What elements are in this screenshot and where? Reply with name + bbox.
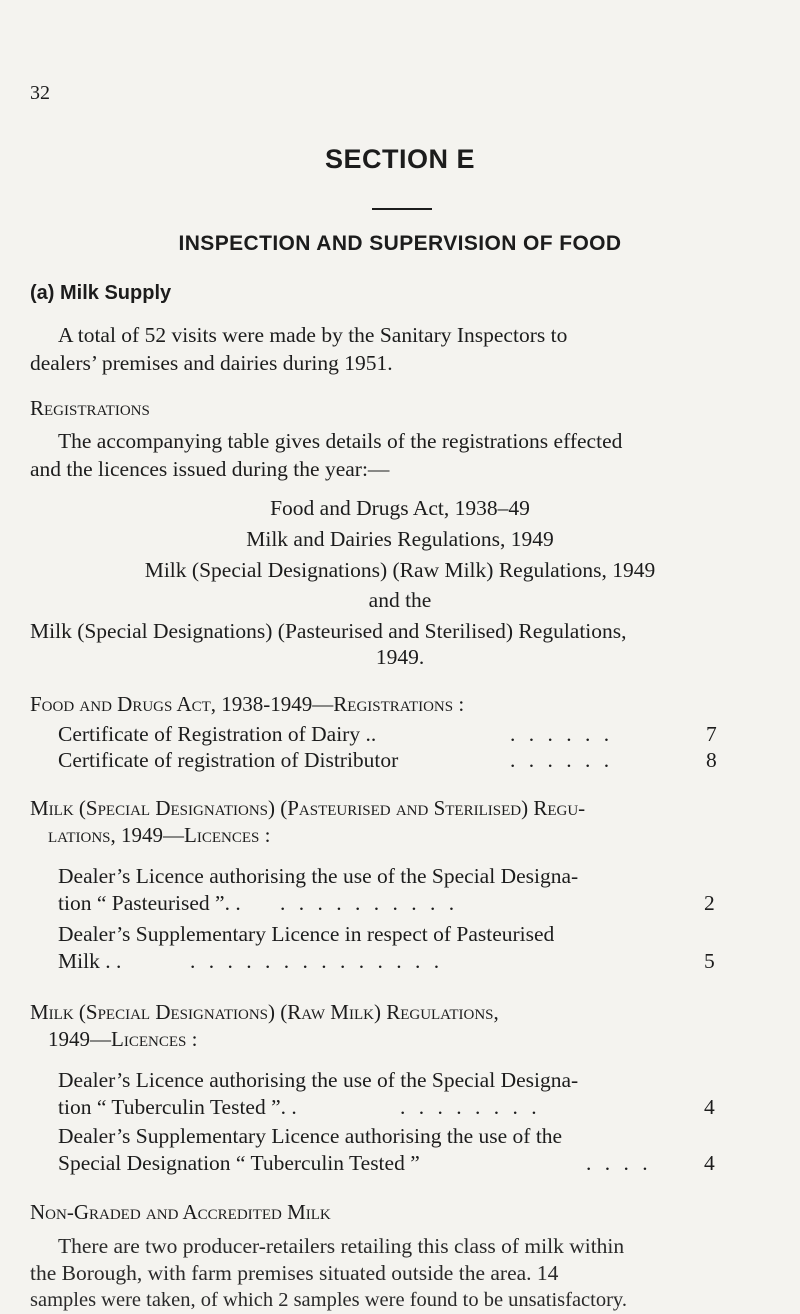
pasteurised-item-2-line-2: Milk . .: [58, 949, 122, 973]
section-title: SECTION E: [324, 144, 476, 174]
act-2: Milk and Dairies Regulations, 1949: [246, 527, 554, 551]
pasteurised-item-2-value: 5: [704, 949, 715, 973]
milk-supply-line-1: A total of 52 visits were made by the Sanitary Inspectors to: [58, 323, 568, 347]
pasteurised-item-1-value: 2: [704, 891, 715, 915]
non-graded-line-2: the Borough, with farm premises situated outside the area. 14: [30, 1261, 559, 1285]
act-1: Food and Drugs Act, 1938–49: [270, 496, 530, 520]
raw-milk-item-1-line-2: tion “ Tuberculin Tested ”. .: [58, 1095, 297, 1119]
pasteurised-item-1-dots: . . . . . . . . . .: [280, 891, 459, 915]
pasteurised-item-1-line-1: Dealer’s Licence authorising the use of the Special Designa-: [58, 864, 579, 888]
raw-milk-item-1-value: 4: [704, 1095, 715, 1119]
milk-supply-line-2: dealers’ premises and dairies during 1951.: [30, 351, 393, 375]
food-drugs-item-1-value: 7: [706, 722, 717, 746]
raw-milk-item-1-dots: . . . . . . . .: [400, 1095, 541, 1119]
non-graded-line-1: There are two producer-retailers retailing this class of milk within: [58, 1234, 625, 1258]
raw-milk-item-2-dots: . . . .: [586, 1151, 652, 1175]
act-4-year: 1949.: [375, 645, 425, 669]
pasteurised-item-2-dots: . . . . . . . . . . . . . .: [190, 949, 444, 973]
pasteurised-heading-line-1: Milk (Special Designations) (Pasteurised and Sterilised) Regu-: [30, 796, 586, 820]
main-title: INSPECTION AND SUPERVISION OF FOOD: [178, 232, 622, 255]
raw-milk-item-2-line-2: Special Designation “ Tuberculin Tested ”: [58, 1151, 420, 1175]
registrations-line-1: The accompanying table gives details of the registrations effected: [58, 429, 623, 453]
food-drugs-item-2-value: 8: [706, 748, 717, 772]
food-drugs-item-2-label: Certificate of registration of Distributor: [58, 748, 399, 772]
food-drugs-item-1-dots: . . . . . .: [510, 722, 614, 746]
raw-milk-heading-line-1: Milk (Special Designations) (Raw Milk) Regulations,: [30, 1000, 499, 1024]
pasteurised-heading-line-2: lations, 1949—Licences :: [48, 823, 271, 847]
raw-milk-heading-line-2: 1949—Licences :: [48, 1027, 198, 1051]
raw-milk-item-2-value: 4: [704, 1151, 715, 1175]
act-3: Milk (Special Designations) (Raw Milk) Regulations, 1949: [144, 558, 656, 582]
page-number: 32: [30, 82, 50, 104]
pasteurised-item-1-line-2: tion “ Pasteurised ”. .: [58, 891, 241, 915]
food-drugs-heading: Food and Drugs Act, 1938-1949—Registrations :: [30, 692, 465, 716]
food-drugs-item-1-label: Certificate of Registration of Dairy ..: [58, 722, 377, 746]
milk-supply-heading: (a) Milk Supply: [30, 282, 172, 304]
registrations-line-2: and the licences issued during the year:—: [30, 457, 390, 481]
act-connector: and the: [368, 588, 432, 612]
pasteurised-item-2-line-1: Dealer’s Supplementary Licence in respect of Pasteurised: [58, 922, 555, 946]
food-drugs-item-2-dots: . . . . . .: [510, 748, 614, 772]
raw-milk-item-2-line-1: Dealer’s Supplementary Licence authorising the use of the: [58, 1124, 563, 1148]
act-4: Milk (Special Designations) (Pasteurised and Sterilised) Regulations,: [30, 619, 627, 643]
title-divider: [372, 208, 432, 210]
registrations-heading: Registrations: [30, 396, 150, 420]
non-graded-line-3: samples were taken, of which 2 samples were found to be unsatisfactory.: [30, 1289, 627, 1311]
raw-milk-item-1-line-1: Dealer’s Licence authorising the use of the Special Designa-: [58, 1068, 579, 1092]
non-graded-heading: Non-Graded and Accredited Milk: [30, 1200, 331, 1224]
